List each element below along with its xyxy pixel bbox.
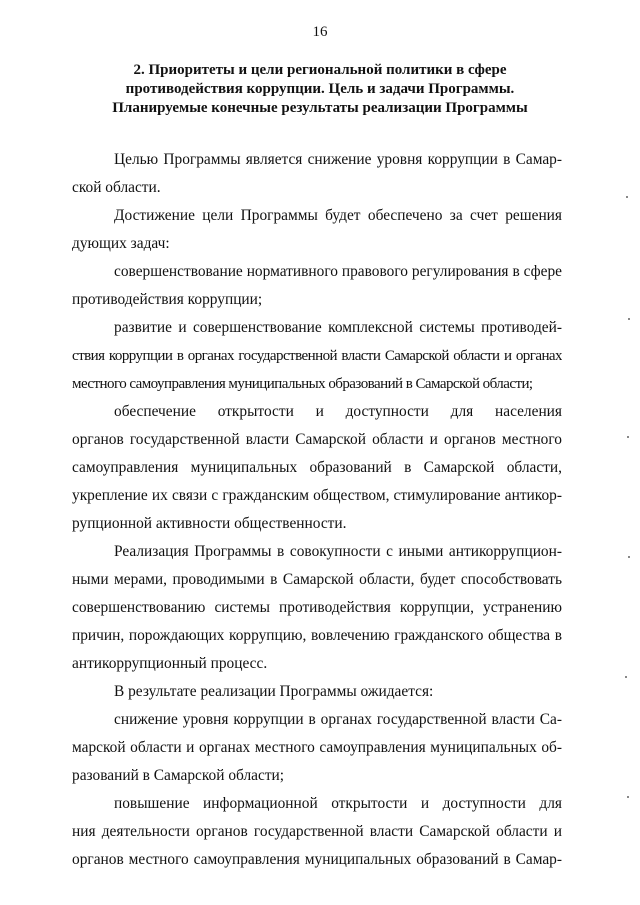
text-line: ской области. [72, 179, 161, 196]
section-heading [70, 61, 570, 118]
text-line: марской области и органах местного самоуправления муниципальных об- [72, 739, 562, 756]
heading-line: противодействия коррупции. Цель и задачи Программы. [125, 81, 515, 97]
text-line: местного самоуправления муниципальных образований в Самарской области; [72, 376, 533, 392]
page-number: 16 [312, 24, 328, 40]
heading-line: Планируемые конечные результаты реализации Программы [112, 100, 528, 116]
text-line: разований в Самарской области; [72, 767, 285, 784]
text-line: органов государственной власти Самарской области и органов местного [72, 431, 562, 448]
text-line: повышение информационной открытости и доступности для [114, 795, 562, 812]
scan-speck [627, 796, 629, 798]
scan-speck [627, 436, 629, 438]
text-line: Реализация Программы в совокупности с иными антикоррупцион- [114, 543, 562, 560]
text-line: ния деятельности органов государственной власти Самарской области и [72, 823, 562, 840]
text-line: Целью Программы является снижение уровня коррупции в Самар- [114, 151, 562, 168]
heading-line: 2. Приоритеты и цели региональной политики в сфере [133, 62, 507, 78]
text-line: антикоррупционный процесс. [72, 655, 268, 672]
scan-speck [625, 676, 627, 678]
scan-speck [628, 556, 630, 558]
text-line: развитие и совершенствование комплексной системы противодей- [114, 319, 562, 336]
scan-speck [626, 196, 628, 198]
text-line: совершенствованию системы противодействия коррупции, устранению [72, 599, 562, 616]
text-line: рупционной активности общественности. [72, 515, 347, 532]
scan-speck [628, 318, 630, 320]
text-line: самоуправления муниципальных образований в Самарской области, [72, 459, 562, 476]
text-line: совершенствование нормативного правового регулирования в сфере [114, 263, 562, 280]
text-line: обеспечение открытости и доступности для населения [114, 403, 562, 420]
text-line: причин, порождающих коррупцию, вовлечению гражданского общества в [72, 627, 562, 644]
text-line: противодействия коррупции; [72, 291, 263, 308]
text-line: органов местного самоуправления муниципальных образований в Самар- [72, 851, 562, 868]
body-text [72, 146, 562, 874]
text-line: укрепление их связи с гражданским обществом, стимулирование антикор- [72, 487, 562, 504]
text-line: Достижение цели Программы будет обеспечено за счет решения [114, 207, 562, 224]
text-line: снижение уровня коррупции в органах государственной власти Са- [114, 711, 562, 728]
text-line: дующих задач: [72, 235, 170, 252]
text-line: ными мерами, проводимыми в Самарской области, будет способствовать [72, 571, 562, 588]
text-line: В результате реализации Программы ожидается: [114, 683, 434, 700]
text-line: ствия коррупции в органах государственной власти Самарской области и органах [72, 348, 562, 364]
